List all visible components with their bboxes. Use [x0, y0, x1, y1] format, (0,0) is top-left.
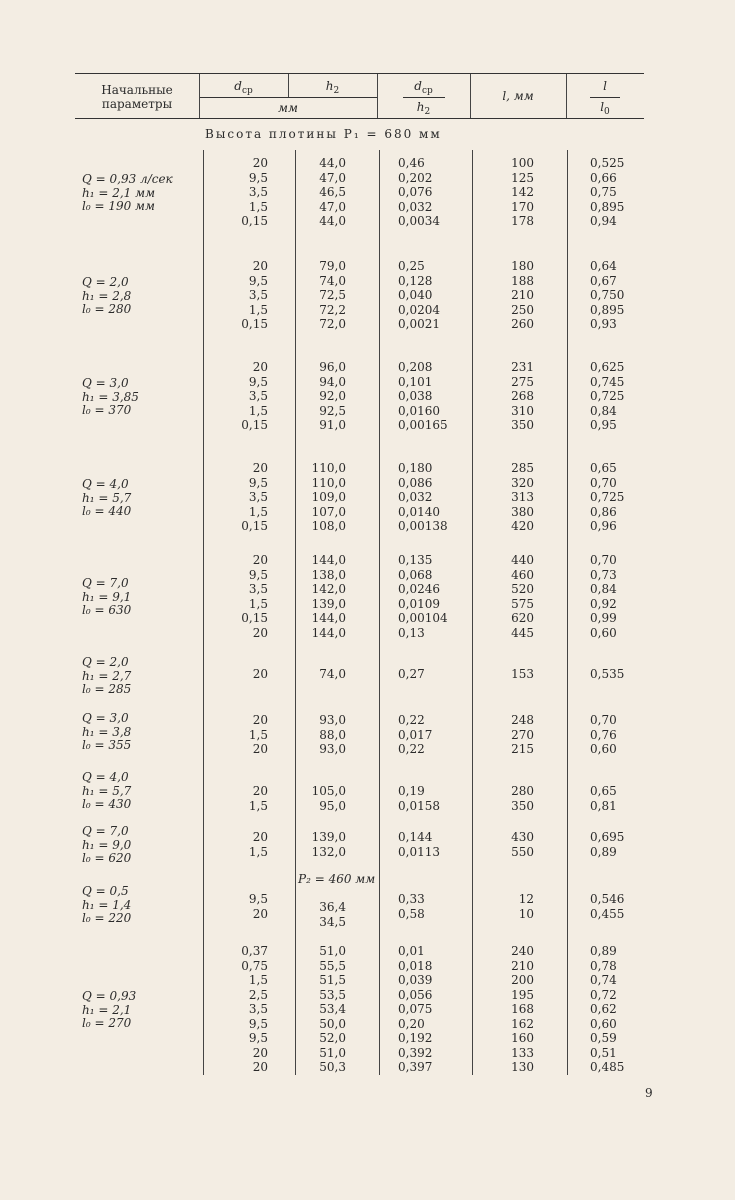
table-cell: 0,51 — [590, 1045, 617, 1060]
table-cell: 0,032 — [398, 490, 433, 504]
table-cell: 0,135 — [398, 553, 433, 567]
table-cell: 180 — [511, 259, 534, 273]
table-cell: 0,00138 — [398, 519, 448, 533]
table-cell: 168 — [511, 1002, 534, 1016]
table-cell: 72,2 — [319, 302, 346, 317]
table-cell: 9,5 — [248, 374, 268, 389]
table-cell: 20 — [252, 156, 268, 170]
table-cell: 36,4 — [319, 900, 346, 914]
table-cell: 0,0140 — [398, 504, 440, 519]
table-cell: 0,75 — [241, 958, 268, 973]
body-divider-5 — [567, 150, 568, 1075]
table-cell: 440 — [511, 553, 534, 567]
table-cell: 0,13 — [398, 625, 425, 640]
group-param: Q = 4,0 — [82, 477, 129, 491]
table-cell: 350 — [511, 418, 534, 432]
table-cell: 46,5 — [319, 185, 346, 199]
table-cell: 250 — [511, 302, 534, 317]
table-cell: 92,5 — [319, 403, 346, 418]
table-cell: 20 — [252, 742, 268, 756]
table-cell: 310 — [511, 403, 534, 418]
table-cell: 0,64 — [590, 259, 617, 273]
table-cell: 74,0 — [319, 667, 346, 681]
table-cell: 195 — [511, 987, 534, 1002]
table-cell: 0,22 — [398, 742, 425, 756]
table-cell: 93,0 — [319, 713, 346, 727]
table-cell: 9,5 — [248, 567, 268, 582]
table-cell: 0,040 — [398, 288, 433, 302]
group-param: l₀ = 355 — [82, 738, 132, 752]
table-cell: 1,5 — [248, 504, 268, 519]
table-cell: 178 — [511, 214, 534, 228]
group-param: l₀ = 285 — [82, 682, 132, 696]
table-cell: 3,5 — [248, 389, 268, 403]
table-cell: 144,0 — [311, 625, 346, 640]
table-cell: 74,0 — [319, 273, 346, 288]
table-cell: 0,84 — [590, 582, 617, 596]
table-cell: 0,076 — [398, 185, 433, 199]
table-cell: 0,19 — [398, 784, 425, 798]
table-cell: 20 — [252, 461, 268, 475]
table-cell: 51,0 — [319, 944, 346, 958]
table-cell: 142 — [511, 185, 534, 199]
table-cell: 0,78 — [590, 958, 617, 973]
table-cell: 0,397 — [398, 1060, 433, 1074]
table-cell: 285 — [511, 461, 534, 475]
header-l-ratio-numerator: l — [603, 79, 607, 93]
table-cell: 0,202 — [398, 170, 433, 185]
group-param: l₀ = 270 — [82, 1016, 132, 1030]
table-cell: 138,0 — [311, 567, 346, 582]
table-cell: 313 — [511, 490, 534, 504]
table-cell: 231 — [511, 360, 534, 374]
table-cell: 0,039 — [398, 973, 433, 987]
table-cell: 108,0 — [311, 519, 346, 533]
table-cell: 0,15 — [241, 317, 268, 331]
header-initial-params-line2: параметры — [101, 97, 173, 111]
table-cell: 0,068 — [398, 567, 433, 582]
group-param: l₀ = 620 — [82, 851, 132, 865]
table-cell: 275 — [511, 374, 534, 389]
group-param: l₀ = 630 — [82, 603, 132, 618]
table-cell: 3,5 — [248, 1002, 268, 1016]
table-cell: 0,20 — [398, 1016, 425, 1031]
table-cell: 0,0158 — [398, 798, 440, 813]
group-param: h₁ = 9,0 — [82, 837, 132, 852]
table-cell: 12 — [518, 892, 534, 906]
group-param: h₁ = 5,7 — [82, 783, 132, 798]
body-divider-3 — [379, 150, 380, 1075]
table-cell: 280 — [511, 784, 534, 798]
table-cell: 20 — [252, 713, 268, 727]
table-cell: 3,5 — [248, 185, 268, 199]
table-cell: 0,895 — [590, 199, 625, 214]
table-cell: 0,625 — [590, 360, 625, 374]
table-cell: 144,0 — [311, 611, 346, 625]
table-cell: 260 — [511, 317, 534, 331]
table-cell: 9,5 — [248, 475, 268, 490]
table-cell: 153 — [511, 667, 534, 681]
table-cell: 1,5 — [248, 403, 268, 418]
table-cell: 380 — [511, 504, 534, 519]
table-cell: 200 — [511, 973, 534, 987]
group-param: l₀ = 190 мм — [82, 199, 155, 213]
table-cell: 240 — [511, 944, 534, 958]
table-cell: 144,0 — [311, 553, 346, 567]
header-ratio-fraction-bar — [403, 97, 445, 98]
table-cell: 620 — [511, 611, 534, 625]
table-cell: 0,101 — [398, 374, 433, 389]
table-cell: 0,750 — [590, 288, 625, 302]
table-cell: 0,208 — [398, 360, 433, 374]
group-param: Q = 2,0 — [82, 275, 129, 289]
table-cell: 91,0 — [319, 418, 346, 432]
table-cell: 110,0 — [311, 461, 346, 475]
table-cell: 0,15 — [241, 519, 268, 533]
group-param: l₀ = 280 — [82, 302, 132, 316]
table-cell: 1,5 — [248, 973, 268, 987]
table-cell: 0,60 — [590, 1016, 617, 1031]
table-cell: 1,5 — [248, 727, 268, 742]
table-cell: 130 — [511, 1060, 534, 1074]
table-cell: 0,0021 — [398, 317, 440, 331]
table-cell: 0,89 — [590, 844, 617, 859]
table-cell: 0,01 — [398, 944, 425, 958]
table-cell: 0,60 — [590, 625, 617, 640]
table-cell: 0,15 — [241, 214, 268, 228]
table-cell: 0,62 — [590, 1002, 617, 1016]
table-cell: 0,038 — [398, 389, 433, 403]
table-cell: 0,70 — [590, 475, 617, 490]
table-cell: 0,86 — [590, 504, 617, 519]
table-cell: 210 — [511, 288, 534, 302]
group-param: l₀ = 430 — [82, 797, 132, 811]
group-param: h₁ = 1,4 — [82, 897, 132, 912]
table-cell: 0,15 — [241, 611, 268, 625]
table-cell: 0,725 — [590, 490, 625, 504]
group-param: Q = 3,0 — [82, 711, 129, 725]
table-cell: 210 — [511, 958, 534, 973]
table-cell: 0,086 — [398, 475, 433, 490]
table-cell: 9,5 — [248, 273, 268, 288]
table-cell: 95,0 — [319, 798, 346, 813]
body-divider-2 — [295, 150, 296, 1075]
table-cell: 0,128 — [398, 273, 433, 288]
table-cell: 0,75 — [590, 185, 617, 199]
header-l-ratio-denominator: $l_0$ — [600, 100, 610, 117]
table-cell: 0,81 — [590, 798, 617, 813]
group-param: h₁ = 2,1 — [82, 1002, 132, 1017]
table-cell: 2,5 — [248, 987, 268, 1002]
table-cell: 0,84 — [590, 403, 617, 418]
table-top-rule — [75, 73, 644, 74]
table-cell: 139,0 — [311, 830, 346, 844]
table-cell: 0,056 — [398, 987, 433, 1002]
group-param: Q = 0,93 л/сек — [82, 172, 173, 186]
table-cell: 93,0 — [319, 742, 346, 756]
table-cell: 0,485 — [590, 1060, 625, 1074]
table-cell: 1,5 — [248, 199, 268, 214]
table-cell: 9,5 — [248, 1016, 268, 1031]
table-cell: 0,0113 — [398, 844, 440, 859]
table-cell: 20 — [252, 906, 268, 921]
table-cell: 0,37 — [241, 944, 268, 958]
table-cell: 88,0 — [319, 727, 346, 742]
table-cell: 20 — [252, 259, 268, 273]
group-param: h₁ = 2,1 мм — [82, 185, 156, 200]
group-param: h₁ = 5,7 — [82, 490, 132, 505]
table-cell: 3,5 — [248, 582, 268, 596]
group-param: h₁ = 3,85 — [82, 389, 139, 404]
table-cell: 445 — [511, 625, 534, 640]
table-cell: 0,66 — [590, 170, 617, 185]
p2-note: P₂ = 460 мм — [298, 872, 376, 886]
table-cell: 44,0 — [319, 214, 346, 228]
table-cell: 0,99 — [590, 611, 617, 625]
table-cell: 47,0 — [319, 170, 346, 185]
table-cell: 0,93 — [590, 317, 617, 331]
table-cell: 20 — [252, 625, 268, 640]
table-cell: 44,0 — [319, 156, 346, 170]
table-cell: 20 — [252, 360, 268, 374]
table-cell: 0,018 — [398, 958, 433, 973]
table-cell: 0,70 — [590, 713, 617, 727]
header-dcp: $d_{ср}$ — [234, 79, 253, 96]
table-cell: 0,144 — [398, 830, 433, 844]
table-cell: 79,0 — [319, 259, 346, 273]
table-cell: 55,5 — [319, 958, 346, 973]
table-cell: 133 — [511, 1045, 534, 1060]
group-param: h₁ = 3,8 — [82, 724, 132, 739]
table-cell: 430 — [511, 830, 534, 844]
table-cell: 105,0 — [311, 784, 346, 798]
table-cell: 20 — [252, 1060, 268, 1074]
table-cell: 188 — [511, 273, 534, 288]
table-cell: 268 — [511, 389, 534, 403]
group-param: Q = 7,0 — [82, 824, 129, 838]
group-param: h₁ = 9,1 — [82, 589, 132, 604]
table-cell: 3,5 — [248, 288, 268, 302]
body-divider-1 — [203, 150, 204, 1075]
table-cell: 550 — [511, 844, 534, 859]
table-cell: 20 — [252, 553, 268, 567]
table-cell: 0,535 — [590, 667, 625, 681]
table-cell: 92,0 — [319, 389, 346, 403]
table-cell: 575 — [511, 596, 534, 611]
table-cell: 110,0 — [311, 475, 346, 490]
table-cell: 0,075 — [398, 1002, 433, 1016]
table-cell: 50,0 — [319, 1016, 346, 1031]
table-cell: 160 — [511, 1031, 534, 1045]
body-divider-4 — [472, 150, 473, 1075]
table-cell: 0,92 — [590, 596, 617, 611]
group-param: l₀ = 370 — [82, 403, 132, 417]
header-ratio-denominator: $h_2$ — [416, 100, 431, 117]
table-cell: 0,67 — [590, 273, 617, 288]
table-cell: 215 — [511, 742, 534, 756]
table-cell: 51,0 — [319, 1045, 346, 1060]
group-param: Q = 3,0 — [82, 376, 129, 390]
header-l-ratio-fraction-bar — [590, 97, 620, 98]
table-cell: 109,0 — [311, 490, 346, 504]
group-param: Q = 0,93 — [82, 989, 137, 1003]
header-h2: $h_2$ — [325, 79, 340, 96]
table-cell: 0,0204 — [398, 302, 440, 317]
table-cell: 20 — [252, 830, 268, 844]
group-param: l₀ = 440 — [82, 504, 132, 518]
table-cell: 0,59 — [590, 1031, 617, 1045]
table-cell: 0,65 — [590, 784, 617, 798]
table-cell: 0,60 — [590, 742, 617, 756]
table-cell: 0,89 — [590, 944, 617, 958]
table-cell: 0,94 — [590, 214, 617, 228]
table-cell: 20 — [252, 784, 268, 798]
group-param: h₁ = 2,8 — [82, 288, 132, 303]
group-param: Q = 7,0 — [82, 576, 129, 591]
table-cell: 0,73 — [590, 567, 617, 582]
table-cell: 0,76 — [590, 727, 617, 742]
group-param: h₁ = 2,7 — [82, 668, 132, 683]
table-cell: 0,22 — [398, 713, 425, 727]
table-cell: 0,032 — [398, 199, 433, 214]
table-cell: 20 — [252, 667, 268, 681]
table-cell: 248 — [511, 713, 534, 727]
group-param: Q = 0,5 — [82, 884, 129, 898]
table-cell: 0,96 — [590, 519, 617, 533]
table-cell: 0,895 — [590, 302, 625, 317]
table-cell: 0,455 — [590, 906, 625, 921]
table-cell: 420 — [511, 519, 534, 533]
group-param: Q = 2,0 — [82, 655, 129, 669]
table-cell: 0,0246 — [398, 582, 440, 596]
table-cell: 0,27 — [398, 667, 425, 681]
table-cell: 0,15 — [241, 418, 268, 432]
table-cell: 0,74 — [590, 973, 617, 987]
table-cell: 0,95 — [590, 418, 617, 432]
table-cell: 0,25 — [398, 259, 425, 273]
table-cell: 52,0 — [319, 1031, 346, 1045]
table-cell: 0,017 — [398, 727, 433, 742]
table-cell: 1,5 — [248, 302, 268, 317]
table-cell: 20 — [252, 1045, 268, 1060]
table-cell: 0,725 — [590, 389, 625, 403]
section-title: Высота плотины P₁ = 680 мм — [205, 127, 442, 141]
table-cell: 9,5 — [248, 1031, 268, 1045]
table-cell: 34,5 — [319, 914, 346, 929]
table-cell: 53,4 — [319, 1002, 346, 1016]
table-cell: 0,546 — [590, 892, 625, 906]
header-ratio-numerator: $d_{ср}$ — [414, 79, 433, 96]
table-cell: 0,525 — [590, 156, 625, 170]
table-cell: 270 — [511, 727, 534, 742]
table-cell: 0,65 — [590, 461, 617, 475]
table-cell: 125 — [511, 170, 534, 185]
table-cell: 9,5 — [248, 170, 268, 185]
table-cell: 0,192 — [398, 1031, 433, 1045]
table-cell: 0,46 — [398, 156, 425, 170]
table-cell: 1,5 — [248, 798, 268, 813]
table-cell: 460 — [511, 567, 534, 582]
group-param: Q = 4,0 — [82, 770, 129, 784]
table-cell: 142,0 — [311, 582, 346, 596]
table-cell: 0,392 — [398, 1045, 433, 1060]
table-cell: 520 — [511, 582, 534, 596]
header-l-mm: l, мм — [502, 89, 534, 103]
table-cell: 0,0160 — [398, 403, 440, 418]
header-unit-mm: мм — [278, 101, 298, 115]
page-number: 9 — [645, 1086, 653, 1100]
table-cell: 0,33 — [398, 892, 425, 906]
table-cell: 0,00165 — [398, 418, 448, 432]
table-cell: 94,0 — [319, 374, 346, 389]
table-cell: 47,0 — [319, 199, 346, 214]
table-cell: 320 — [511, 475, 534, 490]
table-cell: 10 — [518, 906, 534, 921]
table-cell: 50,3 — [319, 1060, 346, 1074]
header-initial-params-line1: Начальные — [101, 83, 173, 97]
table-cell: 53,5 — [319, 987, 346, 1002]
table-cell: 0,0109 — [398, 596, 440, 611]
table-cell: 170 — [511, 199, 534, 214]
table-cell: 9,5 — [248, 892, 268, 906]
table-cell: 0,180 — [398, 461, 433, 475]
table-cell: 100 — [511, 156, 534, 170]
table-cell: 0,58 — [398, 906, 425, 921]
table-cell: 132,0 — [311, 844, 346, 859]
table-cell: 1,5 — [248, 844, 268, 859]
table-cell: 107,0 — [311, 504, 346, 519]
table-cell: 350 — [511, 798, 534, 813]
table-cell: 0,695 — [590, 830, 625, 844]
table-cell: 139,0 — [311, 596, 346, 611]
table-cell: 0,0034 — [398, 214, 440, 228]
table-cell: 96,0 — [319, 360, 346, 374]
table-cell: 0,00104 — [398, 611, 448, 625]
group-param: l₀ = 220 — [82, 911, 132, 925]
table-cell: 3,5 — [248, 490, 268, 504]
table-cell: 72,0 — [319, 317, 346, 331]
table-cell: 1,5 — [248, 596, 268, 611]
table-cell: 0,72 — [590, 987, 617, 1002]
header-bottom-rule — [75, 118, 644, 119]
table-cell: 0,70 — [590, 553, 617, 567]
table-cell: 72,5 — [319, 288, 346, 302]
table-cell: 0,745 — [590, 374, 625, 389]
table-cell: 162 — [511, 1016, 534, 1031]
table-cell: 51,5 — [319, 973, 346, 987]
